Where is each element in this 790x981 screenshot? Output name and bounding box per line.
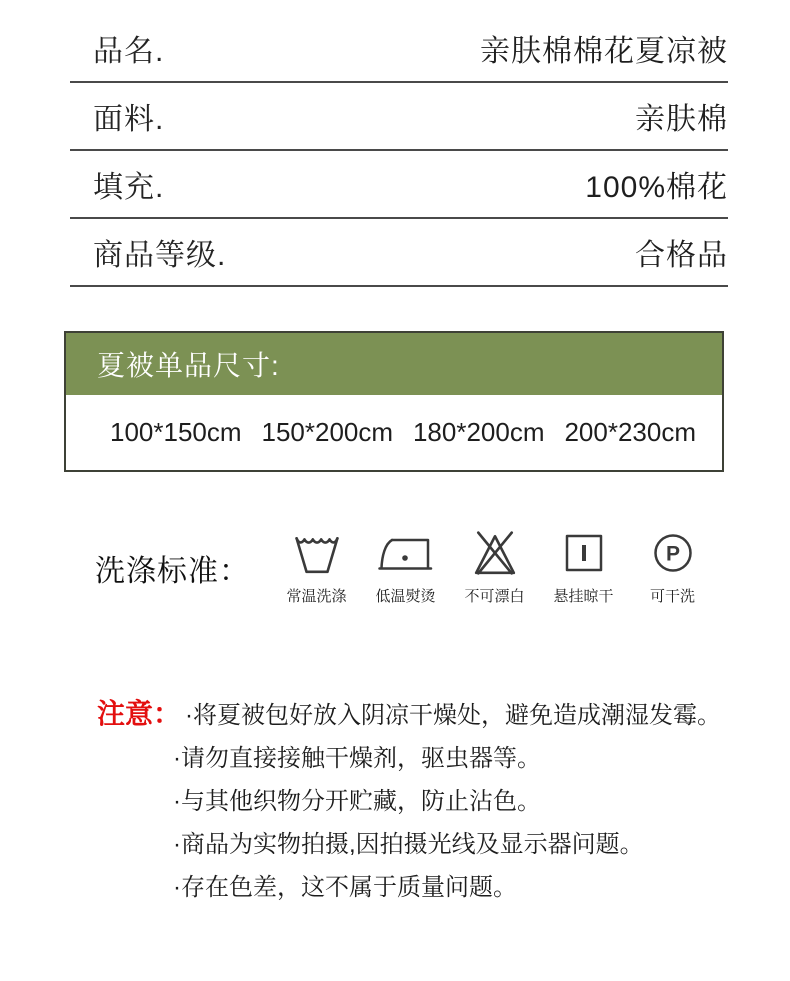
notice-line: ·与其他织物分开贮藏，防止沾色。 [173,788,541,815]
spec-value: 100%棉花 [585,171,728,204]
size-option: 200*230cm [564,417,696,447]
notice-line: ·商品为实物拍摄,因拍摄光线及显示器问题。 [173,831,644,858]
spec-label: 填充. [93,171,165,204]
spec-label: 面料. [93,103,165,136]
dry-clean-icon [649,530,697,576]
svg-text:P: P [665,542,680,566]
washing-standards-section [95,530,790,606]
spec-row-filling [70,151,728,219]
care-item-label: 悬挂晾干 [553,588,614,605]
care-symbol-list [272,530,717,606]
spec-value: 亲肤棉 [635,103,728,136]
spec-value: 合格品 [635,239,728,272]
washing-standards-title: 洗涤标准： [95,555,250,588]
care-item-iron [361,530,450,606]
care-item-wash [272,530,361,606]
size-option: 150*200cm [261,417,394,447]
size-chart-header [66,333,722,395]
care-item-dry-clean [628,530,717,606]
spec-row-fabric [70,83,728,151]
iron-icon [378,530,434,576]
notice-label: 注意： [97,698,182,729]
notice-text: ·将夏被包好放入阴凉干燥处，避免造成潮湿发霉。 [185,702,722,729]
care-item-hang-dry [539,530,628,606]
size-option: 180*200cm [412,417,545,447]
notice-section [97,692,790,909]
care-item-label: 低温熨烫 [375,588,436,605]
spec-label: 品名. [93,35,165,68]
care-item-label: 常温洗涤 [286,588,347,605]
notice-line: ·请勿直接接触干燥剂，驱虫器等。 [173,745,541,772]
no-bleach-icon [469,530,521,576]
size-chart-values [66,395,722,470]
product-info-page [0,15,790,909]
spec-label: 商品等级. [93,239,227,272]
wash-basin-icon [291,530,343,576]
spec-row-product-name [70,15,728,83]
spec-row-grade [70,219,728,287]
notice-line [97,692,790,737]
care-item-label: 可干洗 [649,588,695,605]
care-item-no-bleach [450,530,539,606]
size-chart-box [64,331,724,472]
care-item-label: 不可漂白 [464,588,525,605]
hang-dry-icon [560,530,608,576]
size-chart-title: 夏被单品尺寸: [97,350,280,381]
notice-line: ·存在色差，这不属于质量问题。 [173,874,517,901]
spec-value: 亲肤棉棉花夏凉被 [480,35,728,68]
product-spec-table [70,15,728,287]
size-option: 100*150cm [110,417,242,447]
